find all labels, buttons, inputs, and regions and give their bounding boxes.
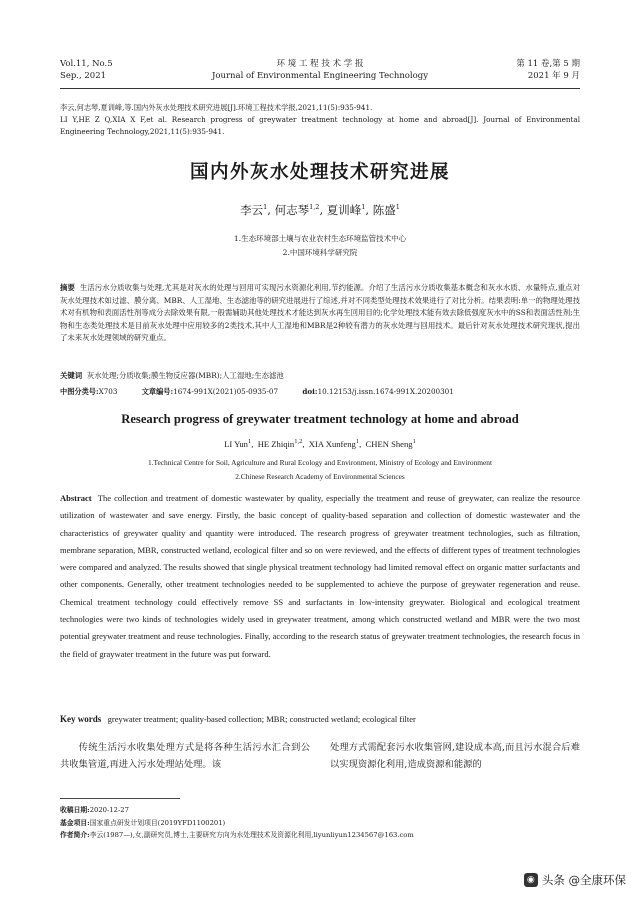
citation-block bbox=[60, 102, 580, 138]
header-center bbox=[60, 58, 580, 82]
footnote-rule bbox=[60, 798, 180, 799]
body-column-right: 处理方式需配套污水收集管网,建设成本高,而且污水混合后难以实现资源化利用,造成资源和能源的 bbox=[330, 742, 580, 770]
author-cn: 李云 bbox=[240, 203, 264, 217]
keywords-en bbox=[60, 712, 580, 726]
journal-name-en: Journal of Environmental Engineering Technology bbox=[211, 71, 429, 81]
author-en: LI Yun bbox=[224, 438, 248, 449]
authors-en: LI Yun$^1$, HE Zhiqin$^{1,2}$, XIA Xunfeng$^1$, CHEN Sheng$^1$ bbox=[224, 438, 416, 449]
received-date: 收稿日期:2020-12-27 bbox=[60, 806, 129, 814]
abstract-en bbox=[60, 490, 580, 663]
affiliations-en bbox=[60, 456, 580, 484]
keywords-en-label: Key words bbox=[60, 714, 102, 724]
header-rule bbox=[60, 88, 580, 89]
affiliation-en: 2.Chinese Research Academy of Environmental Sciences bbox=[235, 472, 405, 481]
author-bio: 作者简介:李云(1987—),女,副研究员,博士,主要研究方向为水处理技术及资源化利用,liyunliyun1234567@163.com bbox=[60, 831, 414, 839]
article-number: 1674-991X(2021)05-0935-07 bbox=[173, 387, 279, 396]
author-cn: 何志琴 bbox=[274, 203, 310, 217]
watermark bbox=[524, 872, 626, 888]
date-en: Sep., 2021 bbox=[60, 71, 107, 81]
citation-en: LI Y,HE Z Q,XIA X F,et al. Research progress of greywater treatment technology at home and abroad[J]. Journal of Environmental Engineering Technology,2021,11(5):935-941. bbox=[60, 115, 580, 136]
affiliations-cn bbox=[60, 232, 580, 260]
header-right bbox=[516, 58, 580, 82]
doi[interactable]: 10.12153/j.issn.1674-991X.20200301 bbox=[317, 387, 454, 396]
abstract-cn bbox=[60, 282, 580, 345]
abstract-cn-text: 生活污水分质收集与处理,尤其是对灰水的处理与回用可实现污水资源化利用,节约能源。介绍了生活污水分质收集基本概念和灰水水质、水量特点,重点对灰水处理技术如过滤、膜分离、MBR、人工湿地、生态滤池等的研究进展进行了综述,并对不同类型处理技术效果进行了对比分析。结果表明:单一的物理处理技术对有机物和表面活性剂等成分去除效果有限,一般需辅助其他处理技术才能达到灰水再生回用目的;化学处理技术能有效去除低强度灰水中的SS和表面活性剂;生物和生态类处理技术是目前灰水处理中应用较多的2类技术,其中人工湿地和MBR是2种较有潜力的灰水处理与回用技术。最后针对灰水处理技术研究现状,提出了未来灰水处理领域的研究重点。 bbox=[60, 283, 580, 343]
keywords-cn bbox=[60, 370, 580, 382]
author-cn: 陈盛 bbox=[372, 203, 396, 217]
author-en: XIA Xunfeng bbox=[308, 438, 356, 449]
title-en: Research progress of greywater treatment technology at home and abroad bbox=[121, 412, 519, 426]
volume-cn: 第 11 卷,第 5 期 bbox=[516, 59, 580, 69]
author-cn: 夏训峰 bbox=[326, 203, 362, 217]
watermark-text: 头条 @全康环保 bbox=[541, 873, 626, 887]
journal-name-cn: 环 境 工 程 技 术 学 报 bbox=[276, 59, 364, 69]
clc-number: X703 bbox=[98, 387, 118, 396]
fund-project: 基金项目:国家重点研发计划项目(2019YFD1100201) bbox=[60, 818, 226, 827]
footnotes bbox=[60, 804, 580, 842]
date-cn: 2021 年 9 月 bbox=[527, 71, 580, 81]
affiliation-cn: 2.中国环境科学研究院 bbox=[282, 248, 358, 257]
authors-cn: 李云$^1$, 何志琴$^{1,2}$, 夏训峰$^1$, 陈盛$^1$ bbox=[240, 203, 400, 217]
abstract-cn-label: 摘要 bbox=[60, 283, 75, 292]
author-en: CHEN Sheng bbox=[365, 438, 413, 449]
keywords-cn-label: 关键词 bbox=[60, 371, 83, 380]
abstract-en-text: The collection and treatment of domestic wastewater by quality, especially the treatment and reuse of greywater, can realize the resource utilization of wastewater and save energy. Firstly, the basic concept of quality-based separation and collection of domestic wastewater and the characteristics of greywater quality and quantity were introduced. The research progress of greywater treatment technologies, such as filtration, membrane separation, MBR, constructed wetland, ecological filter and so on were reviewed, and the effects of different types of treatment technologies were compared and analyzed. The results showed that single physical treatment technology had limited removal effect on organic matter surfactants and other components. Generally, other treatment technologies needed to be supplemented to achieve the purpose of greywater regeneration and reuse. Chemical treatment technology could effectively remove SS and surfactants in low-intensity greywater. Biological and ecological treatment technologies were two kinds of technologies widely used in greywater treatment, among which constructed wetland and MBR were the two most potential greywater treatment and reuse technologies. Finally, according to the research status of greywater treatment technologies, the research focus in the field of graywater treatment in the future was put forward. bbox=[60, 493, 580, 659]
classification-line: 中图分类号:X703 文章编号:1674-991X(2021)05-0935-07 doi:10.12153/j.issn.1674-991X.20200301 bbox=[60, 387, 454, 396]
keywords-cn-text: 灰水处理;分质收集;膜生物反应器(MBR);人工湿地;生态滤池 bbox=[86, 371, 284, 380]
author-en: HE Zhiqin bbox=[257, 438, 295, 449]
title-cn: 国内外灰水处理技术研究进展 bbox=[189, 162, 450, 183]
keywords-en-text: greywater treatment; quality-based collection; MBR; constructed wetland; ecological filter bbox=[107, 714, 416, 724]
citation-cn: 李云,何志琴,夏训峰,等.国内外灰水处理技术研究进展[J].环境工程技术学报,2021,11(5):935-941. bbox=[60, 103, 373, 112]
toutiao-logo-icon: ◉ bbox=[524, 873, 538, 887]
affiliation-en: 1.Technical Centre for Soil, Agriculture and Rural Ecology and Environment, Ministry of Ecology and Environment bbox=[147, 458, 493, 467]
abstract-en-label: Abstract bbox=[60, 493, 92, 503]
volume-en: Vol.11, No.5 bbox=[60, 59, 113, 69]
affiliation-cn: 1.生态环境部土壤与农业农村生态环境监管技术中心 bbox=[233, 234, 407, 243]
body-column-left: 传统生活污水收集处理方式是将各种生活污水汇合到公共收集管道,再进入污水处理站处理。该 bbox=[60, 742, 310, 770]
running-header bbox=[60, 58, 580, 90]
